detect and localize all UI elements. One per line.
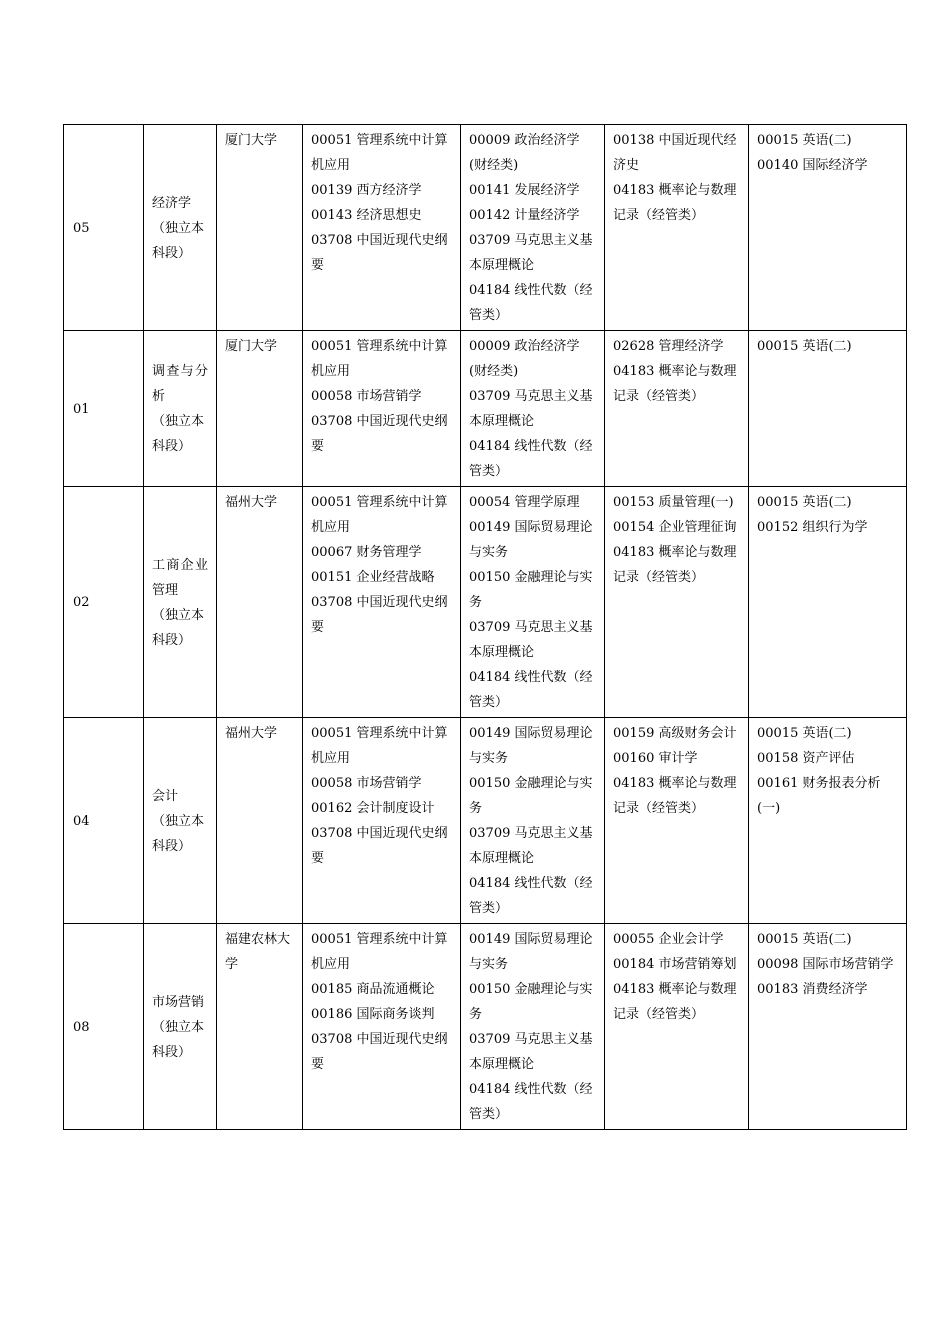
- course-line: 00015 英语(二): [757, 932, 852, 947]
- course-line: （独立本: [152, 607, 205, 623]
- course-group-4-cell: [749, 487, 907, 718]
- course-line: 00055 企业会计学: [613, 932, 724, 947]
- course-line: 03709 马克思主义基本原理概论: [469, 826, 593, 866]
- course-group-4-cell: [749, 331, 907, 487]
- major-code-cell: 04: [64, 718, 144, 924]
- course-line: 04183 概率论与数理记录（经管类）: [613, 183, 737, 223]
- course-line: 00160 审计学: [613, 751, 698, 766]
- course-line: 00098 国际市场营销学: [757, 957, 894, 972]
- course-line: 调查与分析: [152, 364, 208, 404]
- host-school-cell: [217, 718, 303, 924]
- exam-plan-table: [63, 124, 907, 1130]
- course-line: 00015 英语(二): [757, 339, 852, 354]
- course-line: 00154 企业管理征询: [613, 520, 737, 535]
- course-group-4-cell: [749, 924, 907, 1130]
- table-row: [64, 924, 907, 1130]
- course-line: 00186 国际商务谈判: [311, 1007, 435, 1022]
- major-name-cell: [144, 331, 217, 487]
- course-line: 03708 中国近现代史纲要: [311, 826, 448, 866]
- course-line: （独立本: [152, 220, 205, 236]
- course-group-2-cell: [461, 924, 605, 1130]
- course-line: 00158 资产评估: [757, 751, 855, 766]
- course-line: 00162 会计制度设计: [311, 801, 435, 816]
- course-line: 00142 计量经济学: [469, 208, 580, 223]
- table-row: [64, 487, 907, 718]
- table-row: [64, 125, 907, 331]
- course-line: 00150 金融理论与实务: [469, 570, 593, 610]
- course-line: 00149 国际贸易理论与实务: [469, 932, 593, 972]
- course-group-3-cell: [605, 331, 749, 487]
- course-line: 03709 马克思主义基本原理概论: [469, 620, 593, 660]
- host-school-cell: [217, 487, 303, 718]
- course-line: 00141 发展经济学: [469, 183, 580, 198]
- course-line: 市场营销: [152, 994, 205, 1010]
- course-line: 00054 管理学原理: [469, 495, 580, 510]
- course-group-4-cell: [749, 125, 907, 331]
- course-line: 00051 管理系统中计算机应用: [311, 495, 448, 535]
- course-group-1-cell: [303, 487, 461, 718]
- course-line: （独立本: [152, 414, 205, 429]
- course-line: 00161 财务报表分析(一): [757, 776, 881, 816]
- course-group-1-cell: [303, 924, 461, 1130]
- course-line: 03709 马克思主义基本原理概论: [469, 233, 593, 273]
- course-line: 00149 国际贸易理论与实务: [469, 726, 593, 766]
- course-line: 00058 市场营销学: [311, 776, 422, 791]
- course-group-1-cell: [303, 331, 461, 487]
- course-group-3-cell: [605, 718, 749, 924]
- major-code-cell: 08: [64, 924, 144, 1130]
- major-code-cell: 01: [64, 331, 144, 487]
- course-line: 经济学: [152, 195, 192, 211]
- course-line: 00149 国际贸易理论与实务: [469, 520, 593, 560]
- course-line: 科段）: [152, 632, 192, 648]
- course-line: 00058 市场营销学: [311, 389, 422, 404]
- course-line: 00153 质量管理(一): [613, 495, 734, 510]
- host-school-cell: [217, 125, 303, 331]
- course-line: 00150 金融理论与实务: [469, 776, 593, 816]
- course-line: 科段）: [152, 245, 192, 261]
- course-line: 00151 企业经营战略: [311, 570, 435, 585]
- exam-plan-sheet: [63, 124, 906, 1130]
- course-line: 04184 线性代数（经管类）: [469, 876, 593, 916]
- major-name-cell: [144, 718, 217, 924]
- course-line: 00185 商品流通概论: [311, 982, 435, 997]
- table-row: [64, 331, 907, 487]
- course-line: 00051 管理系统中计算机应用: [311, 932, 448, 972]
- course-line: 00139 西方经济学: [311, 183, 422, 198]
- course-line: 厦门大学: [225, 133, 278, 148]
- course-line: 03708 中国近现代史纲要: [311, 1032, 448, 1072]
- course-group-2-cell: [461, 125, 605, 331]
- course-line: （独立本: [152, 1019, 205, 1035]
- course-group-2-cell: [461, 331, 605, 487]
- course-line: 00015 英语(二): [757, 133, 852, 148]
- course-group-3-cell: [605, 487, 749, 718]
- course-line: 02628 管理经济学: [613, 339, 724, 354]
- major-name-cell: [144, 487, 217, 718]
- course-line: 03709 马克思主义基本原理概论: [469, 389, 593, 429]
- course-line: 00159 高级财务会计: [613, 726, 737, 741]
- course-line: 03709 马克思主义基本原理概论: [469, 1032, 593, 1072]
- course-line: 00067 财务管理学: [311, 545, 422, 560]
- exam-plan-body: [64, 125, 907, 1130]
- major-code-cell: 02: [64, 487, 144, 718]
- course-line: 00183 消费经济学: [757, 982, 868, 997]
- course-line: 科段）: [152, 439, 192, 454]
- course-line: 00138 中国近现代经济史: [613, 133, 737, 173]
- major-name-cell: [144, 924, 217, 1130]
- course-line: 福建农林大学: [225, 932, 291, 972]
- course-line: 科段）: [152, 1044, 192, 1060]
- course-group-4-cell: [749, 718, 907, 924]
- course-line: 04183 概率论与数理记录（经管类）: [613, 982, 737, 1022]
- course-line: 00015 英语(二): [757, 495, 852, 510]
- course-line: 04184 线性代数（经管类）: [469, 1082, 593, 1122]
- course-line: 福州大学: [225, 726, 278, 741]
- course-line: 00051 管理系统中计算机应用: [311, 726, 448, 766]
- course-line: 00051 管理系统中计算机应用: [311, 133, 448, 173]
- major-name-cell: [144, 125, 217, 331]
- host-school-cell: [217, 924, 303, 1130]
- course-line: （独立本: [152, 813, 205, 829]
- course-line: 04184 线性代数（经管类）: [469, 439, 593, 479]
- course-line: 00015 英语(二): [757, 726, 852, 741]
- course-line: 福州大学: [225, 495, 278, 510]
- course-line: 会计: [152, 788, 179, 804]
- course-line: 04184 线性代数（经管类）: [469, 283, 593, 323]
- course-group-1-cell: [303, 718, 461, 924]
- course-line: 04183 概率论与数理记录（经管类）: [613, 364, 737, 404]
- course-group-2-cell: [461, 718, 605, 924]
- major-code-cell: 05: [64, 125, 144, 331]
- course-line: 04183 概率论与数理记录（经管类）: [613, 776, 737, 816]
- course-group-3-cell: [605, 125, 749, 331]
- course-line: 04184 线性代数（经管类）: [469, 670, 593, 710]
- host-school-cell: [217, 331, 303, 487]
- course-line: 00143 经济思想史: [311, 208, 422, 223]
- course-group-1-cell: [303, 125, 461, 331]
- course-line: 00184 市场营销筹划: [613, 957, 737, 972]
- course-line: 00009 政治经济学(财经类): [469, 133, 580, 173]
- course-line: 03708 中国近现代史纲要: [311, 595, 448, 635]
- course-line: 03708 中国近现代史纲要: [311, 233, 448, 273]
- course-line: 00152 组织行为学: [757, 520, 868, 535]
- course-line: 03708 中国近现代史纲要: [311, 414, 448, 454]
- course-line: 工商企业管理: [152, 557, 208, 598]
- course-group-2-cell: [461, 487, 605, 718]
- course-line: 04183 概率论与数理记录（经管类）: [613, 545, 737, 585]
- course-group-3-cell: [605, 924, 749, 1130]
- course-line: 00051 管理系统中计算机应用: [311, 339, 448, 379]
- course-line: 厦门大学: [225, 339, 278, 354]
- course-line: 科段）: [152, 838, 192, 854]
- course-line: 00150 金融理论与实务: [469, 982, 593, 1022]
- course-line: 00140 国际经济学: [757, 158, 868, 173]
- table-row: [64, 718, 907, 924]
- course-line: 00009 政治经济学(财经类): [469, 339, 580, 379]
